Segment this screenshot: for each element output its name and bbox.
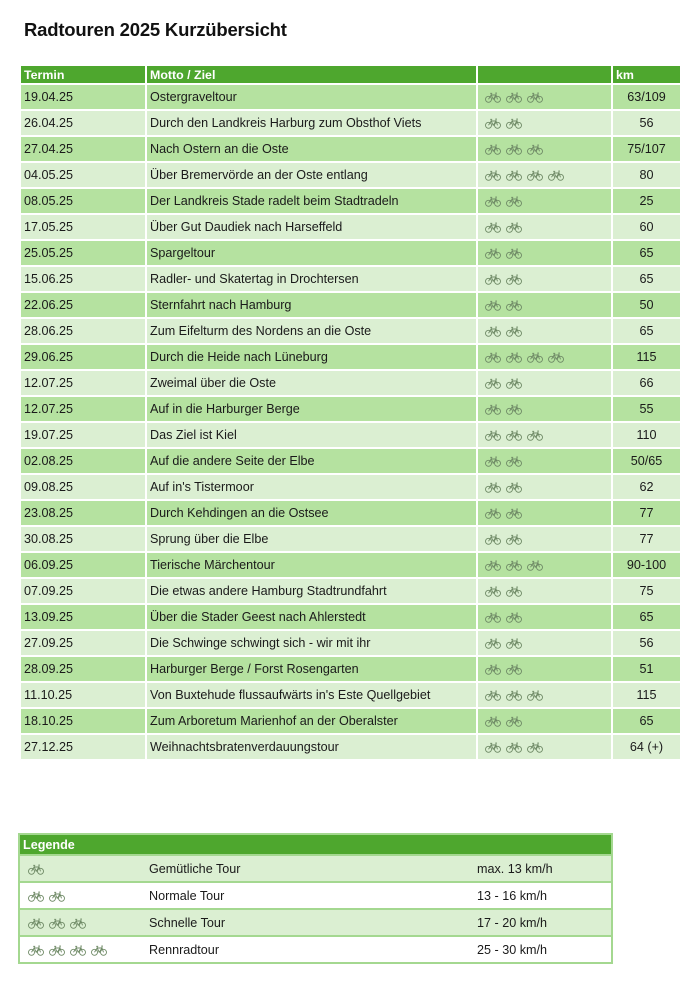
- header-km: km: [612, 65, 681, 84]
- table-row: [20, 136, 681, 162]
- legend-title: Legende: [19, 834, 612, 855]
- bicycle-icon: [485, 456, 501, 467]
- tour-distance: 80: [612, 162, 681, 188]
- table-row: [20, 188, 681, 214]
- bicycle-icon: [506, 118, 522, 129]
- bicycle-icon: [506, 222, 522, 233]
- table-row: [20, 422, 681, 448]
- tour-distance: 75: [612, 578, 681, 604]
- tour-distance: 65: [612, 604, 681, 630]
- bicycle-icon: [485, 404, 501, 415]
- bicycle-icon: [506, 664, 522, 675]
- tour-motto: Zum Arboretum Marienhof an der Oberalster: [146, 708, 477, 734]
- tour-date: 12.07.25: [20, 370, 146, 396]
- bicycle-icon: [28, 864, 44, 875]
- bicycle-icon: [506, 274, 522, 285]
- tour-date: 17.05.25: [20, 214, 146, 240]
- bicycle-icon: [506, 196, 522, 207]
- tour-motto: Auf in's Tistermoor: [146, 474, 477, 500]
- bicycle-icon: [70, 918, 86, 929]
- tour-date: 15.06.25: [20, 266, 146, 292]
- bicycle-icon: [485, 690, 501, 701]
- tour-date: 13.09.25: [20, 604, 146, 630]
- tour-date: 23.08.25: [20, 500, 146, 526]
- tour-distance: 63/109: [612, 84, 681, 110]
- header-level: [477, 65, 612, 84]
- tour-date: 11.10.25: [20, 682, 146, 708]
- bicycle-icon: [506, 352, 522, 363]
- legend-row: [19, 882, 612, 909]
- table-row: [20, 292, 681, 318]
- tour-distance: 50/65: [612, 448, 681, 474]
- bicycle-icon: [506, 456, 522, 467]
- tour-motto: Über Bremervörde an der Oste entlang: [146, 162, 477, 188]
- bicycle-icon: [548, 352, 564, 363]
- tour-difficulty: [477, 630, 612, 656]
- bicycle-icon: [527, 144, 543, 155]
- tour-motto: Zum Eifelturm des Nordens an die Oste: [146, 318, 477, 344]
- tour-difficulty: [477, 162, 612, 188]
- tour-difficulty: [477, 500, 612, 526]
- tour-difficulty: [477, 708, 612, 734]
- bicycle-icon: [527, 742, 543, 753]
- tour-motto: Sternfahrt nach Hamburg: [146, 292, 477, 318]
- legend-label: Rennradtour: [146, 936, 477, 963]
- table-row: [20, 552, 681, 578]
- bicycle-icon: [485, 248, 501, 259]
- tour-distance: 62: [612, 474, 681, 500]
- bicycle-icon: [485, 742, 501, 753]
- tour-distance: 25: [612, 188, 681, 214]
- bicycle-icon: [506, 534, 522, 545]
- page-title: Radtouren 2025 Kurzübersicht: [24, 19, 287, 40]
- tour-difficulty: [477, 578, 612, 604]
- tour-distance: 115: [612, 682, 681, 708]
- bicycle-icon: [506, 248, 522, 259]
- bicycle-icon: [527, 690, 543, 701]
- table-row: [20, 84, 681, 110]
- tour-motto: Radler- und Skatertag in Drochtersen: [146, 266, 477, 292]
- tour-difficulty: [477, 474, 612, 500]
- tour-difficulty: [477, 448, 612, 474]
- bicycle-icon: [49, 918, 65, 929]
- bicycle-icon: [485, 534, 501, 545]
- tour-date: 29.06.25: [20, 344, 146, 370]
- table-row: [20, 110, 681, 136]
- table-row: [20, 656, 681, 682]
- tour-motto: Harburger Berge / Forst Rosengarten: [146, 656, 477, 682]
- tour-motto: Tierische Märchentour: [146, 552, 477, 578]
- tour-difficulty: [477, 188, 612, 214]
- legend-difficulty: [19, 936, 146, 963]
- bicycle-icon: [506, 716, 522, 727]
- table-row: [20, 526, 681, 552]
- bicycle-icon: [485, 326, 501, 337]
- header-date: Termin: [20, 65, 146, 84]
- tour-date: 07.09.25: [20, 578, 146, 604]
- tour-distance: 65: [612, 240, 681, 266]
- bicycle-icon: [485, 170, 501, 181]
- bicycle-icon: [506, 612, 522, 623]
- table-row: [20, 682, 681, 708]
- tour-distance: 60: [612, 214, 681, 240]
- legend-row: [19, 936, 612, 963]
- bicycle-icon: [527, 170, 543, 181]
- table-row: [20, 448, 681, 474]
- table-row: [20, 318, 681, 344]
- tour-difficulty: [477, 682, 612, 708]
- tour-difficulty: [477, 214, 612, 240]
- tour-date: 09.08.25: [20, 474, 146, 500]
- tour-date: 02.08.25: [20, 448, 146, 474]
- tour-motto: Auf die andere Seite der Elbe: [146, 448, 477, 474]
- table-row: [20, 266, 681, 292]
- tour-distance: 55: [612, 396, 681, 422]
- tour-difficulty: [477, 110, 612, 136]
- tour-motto: Über Gut Daudiek nach Harseffeld: [146, 214, 477, 240]
- tour-table: [19, 64, 682, 761]
- bicycle-icon: [485, 222, 501, 233]
- legend-difficulty: [19, 882, 146, 909]
- tour-difficulty: [477, 526, 612, 552]
- bicycle-icon: [485, 118, 501, 129]
- bicycle-icon: [485, 378, 501, 389]
- tour-motto: Sprung über die Elbe: [146, 526, 477, 552]
- tour-date: 28.09.25: [20, 656, 146, 682]
- bicycle-icon: [485, 586, 501, 597]
- tour-difficulty: [477, 266, 612, 292]
- tour-distance: 56: [612, 630, 681, 656]
- legend-row: [19, 909, 612, 936]
- bicycle-icon: [506, 508, 522, 519]
- tour-date: 25.05.25: [20, 240, 146, 266]
- tour-motto: Spargeltour: [146, 240, 477, 266]
- tour-distance: 110: [612, 422, 681, 448]
- bicycle-icon: [527, 430, 543, 441]
- tour-difficulty: [477, 240, 612, 266]
- tour-motto: Der Landkreis Stade radelt beim Stadtradeln: [146, 188, 477, 214]
- table-row: [20, 604, 681, 630]
- table-row: [20, 396, 681, 422]
- tour-date: 19.04.25: [20, 84, 146, 110]
- bicycle-icon: [485, 430, 501, 441]
- legend-row: [19, 855, 612, 882]
- tour-distance: 65: [612, 266, 681, 292]
- tour-date: 28.06.25: [20, 318, 146, 344]
- tour-distance: 75/107: [612, 136, 681, 162]
- bicycle-icon: [527, 560, 543, 571]
- bicycle-icon: [485, 560, 501, 571]
- tour-motto: Nach Ostern an die Oste: [146, 136, 477, 162]
- legend-label: Schnelle Tour: [146, 909, 477, 936]
- table-row: [20, 630, 681, 656]
- tour-date: 18.10.25: [20, 708, 146, 734]
- tour-motto: Die etwas andere Hamburg Stadtrundfahrt: [146, 578, 477, 604]
- bicycle-icon: [49, 891, 65, 902]
- tour-distance: 64 (+): [612, 734, 681, 760]
- bicycle-icon: [506, 690, 522, 701]
- bicycle-icon: [485, 196, 501, 207]
- tour-difficulty: [477, 604, 612, 630]
- tour-difficulty: [477, 318, 612, 344]
- tour-date: 30.08.25: [20, 526, 146, 552]
- bicycle-icon: [506, 300, 522, 311]
- legend-label: Normale Tour: [146, 882, 477, 909]
- bicycle-icon: [506, 638, 522, 649]
- tour-difficulty: [477, 344, 612, 370]
- legend-speed: 25 - 30 km/h: [477, 936, 612, 963]
- tour-date: 22.06.25: [20, 292, 146, 318]
- bicycle-icon: [485, 352, 501, 363]
- bicycle-icon: [506, 482, 522, 493]
- bicycle-icon: [485, 638, 501, 649]
- tour-motto: Durch Kehdingen an die Ostsee: [146, 500, 477, 526]
- bicycle-icon: [506, 92, 522, 103]
- tour-difficulty: [477, 734, 612, 760]
- tour-distance: 115: [612, 344, 681, 370]
- legend-speed: 13 - 16 km/h: [477, 882, 612, 909]
- tour-motto: Von Buxtehude flussaufwärts in's Este Quellgebiet: [146, 682, 477, 708]
- tour-difficulty: [477, 422, 612, 448]
- tour-difficulty: [477, 370, 612, 396]
- bicycle-icon: [506, 560, 522, 571]
- bicycle-icon: [70, 945, 86, 956]
- tour-date: 27.04.25: [20, 136, 146, 162]
- tour-difficulty: [477, 136, 612, 162]
- tour-distance: 66: [612, 370, 681, 396]
- table-row: [20, 734, 681, 760]
- tour-date: 04.05.25: [20, 162, 146, 188]
- bicycle-icon: [485, 144, 501, 155]
- bicycle-icon: [485, 92, 501, 103]
- tour-motto: Zweimal über die Oste: [146, 370, 477, 396]
- bicycle-icon: [506, 742, 522, 753]
- tour-difficulty: [477, 292, 612, 318]
- legend-difficulty: [19, 909, 146, 936]
- table-header-row: [20, 65, 681, 84]
- table-row: [20, 708, 681, 734]
- table-row: [20, 162, 681, 188]
- tour-date: 19.07.25: [20, 422, 146, 448]
- tour-motto: Auf in die Harburger Berge: [146, 396, 477, 422]
- tour-motto: Durch den Landkreis Harburg zum Obsthof Viets: [146, 110, 477, 136]
- table-row: [20, 214, 681, 240]
- bicycle-icon: [49, 945, 65, 956]
- tour-distance: 50: [612, 292, 681, 318]
- bicycle-icon: [548, 170, 564, 181]
- bicycle-icon: [485, 508, 501, 519]
- tour-date: 26.04.25: [20, 110, 146, 136]
- bicycle-icon: [527, 92, 543, 103]
- bicycle-icon: [485, 274, 501, 285]
- bicycle-icon: [485, 482, 501, 493]
- legend-header-row: [19, 834, 612, 855]
- tour-date: 27.12.25: [20, 734, 146, 760]
- bicycle-icon: [28, 918, 44, 929]
- tour-difficulty: [477, 656, 612, 682]
- tour-distance: 51: [612, 656, 681, 682]
- legend-speed: max. 13 km/h: [477, 855, 612, 882]
- tour-date: 12.07.25: [20, 396, 146, 422]
- bicycle-icon: [28, 891, 44, 902]
- tour-motto: Durch die Heide nach Lüneburg: [146, 344, 477, 370]
- tour-difficulty: [477, 396, 612, 422]
- bicycle-icon: [506, 144, 522, 155]
- bicycle-icon: [485, 612, 501, 623]
- bicycle-icon: [506, 430, 522, 441]
- bicycle-icon: [506, 170, 522, 181]
- tour-date: 08.05.25: [20, 188, 146, 214]
- table-row: [20, 344, 681, 370]
- tour-motto: Über die Stader Geest nach Ahlerstedt: [146, 604, 477, 630]
- table-row: [20, 370, 681, 396]
- tour-difficulty: [477, 552, 612, 578]
- bicycle-icon: [527, 352, 543, 363]
- tour-distance: 65: [612, 318, 681, 344]
- tour-distance: 56: [612, 110, 681, 136]
- bicycle-icon: [506, 378, 522, 389]
- table-row: [20, 500, 681, 526]
- bicycle-icon: [506, 326, 522, 337]
- tour-difficulty: [477, 84, 612, 110]
- legend-speed: 17 - 20 km/h: [477, 909, 612, 936]
- tour-distance: 77: [612, 500, 681, 526]
- tour-distance: 90-100: [612, 552, 681, 578]
- legend-label: Gemütliche Tour: [146, 855, 477, 882]
- header-motto: Motto / Ziel: [146, 65, 477, 84]
- tour-distance: 65: [612, 708, 681, 734]
- table-row: [20, 240, 681, 266]
- tour-distance: 77: [612, 526, 681, 552]
- table-row: [20, 578, 681, 604]
- legend-difficulty: [19, 855, 146, 882]
- tour-motto: Die Schwinge schwingt sich - wir mit ihr: [146, 630, 477, 656]
- tour-motto: Ostergraveltour: [146, 84, 477, 110]
- table-row: [20, 474, 681, 500]
- bicycle-icon: [506, 586, 522, 597]
- bicycle-icon: [485, 716, 501, 727]
- tour-motto: Weihnachtsbratenverdauungstour: [146, 734, 477, 760]
- bicycle-icon: [485, 300, 501, 311]
- bicycle-icon: [485, 664, 501, 675]
- bicycle-icon: [28, 945, 44, 956]
- bicycle-icon: [91, 945, 107, 956]
- legend-table: [18, 833, 613, 964]
- tour-date: 06.09.25: [20, 552, 146, 578]
- tour-date: 27.09.25: [20, 630, 146, 656]
- bicycle-icon: [506, 404, 522, 415]
- tour-motto: Das Ziel ist Kiel: [146, 422, 477, 448]
